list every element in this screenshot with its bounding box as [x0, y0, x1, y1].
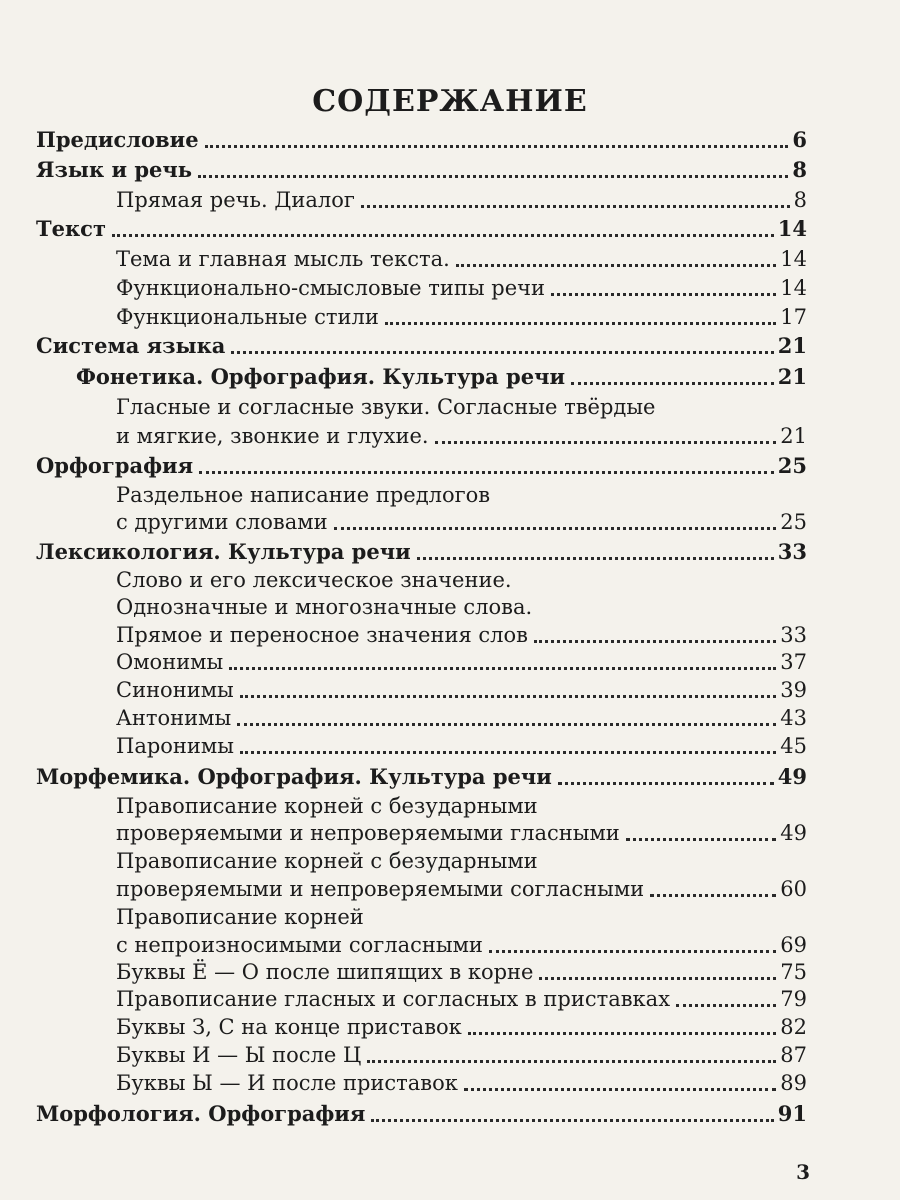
- toc-entry-yo-o: [116, 958, 807, 986]
- toc-entry-prefixes: [116, 985, 807, 1013]
- dot-leader: [489, 950, 776, 953]
- toc-entry-page: 60: [780, 877, 807, 901]
- toc-entry-title: и мягкие, звонкие и глухие.: [116, 424, 429, 448]
- dot-leader: [361, 205, 790, 208]
- toc-entry-title: Предисловие: [36, 127, 199, 152]
- dot-leader: [417, 557, 774, 560]
- toc-entry-title: Буквы И — Ы после Ц: [116, 1043, 362, 1067]
- toc-entry-topic: [116, 245, 807, 273]
- toc-entry-page: 49: [777, 764, 807, 789]
- toc-entry-title: Орфография: [36, 453, 194, 478]
- toc-entry-title: Буквы Ы — И после приставок: [116, 1071, 458, 1095]
- toc-entry-antonyms: [116, 704, 807, 732]
- toc-entry-page: 49: [780, 821, 807, 845]
- dot-leader: [464, 1088, 776, 1091]
- toc-entry-page: 8: [793, 188, 807, 212]
- dot-leader: [676, 1004, 776, 1007]
- toc-entry-page: 43: [780, 706, 807, 730]
- dot-leader: [551, 293, 776, 296]
- toc-entry-title: Буквы З, С на конце приставок: [116, 1015, 462, 1039]
- toc-entry-text: [36, 215, 807, 243]
- toc-entry-synonyms: [116, 676, 807, 704]
- dot-leader: [112, 234, 774, 237]
- toc-entry-y-i-after-prefixes: [116, 1069, 807, 1097]
- dot-leader: [571, 382, 774, 385]
- toc-entry-line: Правописание корней с безударными: [116, 849, 538, 873]
- toc-entry-page: 14: [780, 276, 807, 300]
- toc-entry-preface: [36, 126, 807, 154]
- dot-leader: [367, 1060, 776, 1063]
- toc-entry-title: Правописание гласных и согласных в приставках: [116, 987, 671, 1011]
- dot-leader: [371, 1119, 773, 1122]
- toc-entry-page: 91: [777, 1101, 807, 1126]
- dot-leader: [199, 471, 774, 474]
- toc-entry-page: 33: [780, 623, 807, 647]
- dot-leader: [650, 894, 776, 897]
- toc-entry-morphology: [36, 1100, 807, 1128]
- dot-leader: [334, 527, 777, 530]
- dot-leader: [231, 351, 773, 354]
- toc-entry-title: Синонимы: [116, 678, 234, 702]
- toc-entry-title: проверяемыми и непроверяемыми согласными: [116, 877, 645, 901]
- toc-entry-page: 89: [780, 1071, 807, 1095]
- toc-entry-title: Функциональные стили: [116, 305, 379, 329]
- toc-entry-title: Система языка: [36, 333, 226, 358]
- toc-entry-title: Прямое и переносное значения слов: [116, 623, 528, 647]
- toc-entry-line: Раздельное написание предлогов: [116, 483, 491, 507]
- toc-entry-morphemics: [36, 763, 807, 791]
- toc-entry-paronyms: [116, 732, 807, 760]
- toc-entry-z-s: [116, 1013, 807, 1041]
- toc-entry-page: 69: [780, 933, 807, 957]
- toc-entry-root-vowels: [116, 819, 807, 847]
- toc-entry-page: 21: [780, 424, 807, 448]
- toc-entry-root-consonants: [116, 875, 807, 903]
- toc-entry-page: 17: [780, 305, 807, 329]
- toc-entry-title: Морфология. Орфография: [36, 1101, 366, 1126]
- toc-entry-lexicology: [36, 538, 807, 566]
- dot-leader: [468, 1032, 776, 1035]
- toc-entry-page: 79: [780, 987, 807, 1011]
- toc-entry-title: Лексикология. Культура речи: [36, 539, 411, 564]
- toc-entry-phonetics: [76, 363, 807, 391]
- toc-entry-line: Гласные и согласные звуки. Согласные твёрдые: [116, 395, 656, 419]
- dot-leader: [205, 145, 789, 148]
- toc-entry-prepositions: [116, 508, 807, 536]
- toc-entry-title: Текст: [36, 216, 106, 241]
- toc-entry-page: 87: [780, 1043, 807, 1067]
- dot-leader: [539, 977, 776, 980]
- toc-entry-page: 37: [780, 650, 807, 674]
- toc-entry-page: 14: [777, 216, 807, 241]
- dot-leader: [626, 838, 776, 841]
- toc-entry-title: Язык и речь: [36, 157, 193, 182]
- toc-entry-page: 33: [777, 539, 807, 564]
- toc-entry-speech-types: [116, 274, 807, 302]
- dot-leader: [237, 723, 776, 726]
- toc-entry-title: проверяемыми и непроверяемыми гласными: [116, 821, 620, 845]
- dot-leader: [240, 751, 776, 754]
- page-number: 3: [796, 1160, 810, 1184]
- toc-entry-page: 21: [777, 364, 807, 389]
- toc-entry-orthography: [36, 452, 807, 480]
- toc-entry-title: Фонетика. Орфография. Культура речи: [76, 364, 566, 389]
- toc-entry-title: Антонимы: [116, 706, 232, 730]
- toc-entry-page: 25: [780, 510, 807, 534]
- toc-entry-page: 25: [777, 453, 807, 478]
- toc-entry-page: 75: [780, 960, 807, 984]
- dot-leader: [534, 640, 776, 643]
- toc-entry-title: Морфемика. Орфография. Культура речи: [36, 764, 552, 789]
- toc-entry-title: с другими словами: [116, 510, 328, 534]
- toc-entry-silent-consonants: [116, 931, 807, 959]
- toc-entry-line: Слово и его лексическое значение.: [116, 568, 512, 592]
- toc-entry-language-speech: [36, 156, 807, 184]
- toc-entry-title: Омонимы: [116, 650, 224, 674]
- toc-entry-page: 45: [780, 734, 807, 758]
- toc-entry-word-meaning: [116, 621, 807, 649]
- toc-entry-title: Буквы Ё — О после шипящих в корне: [116, 960, 534, 984]
- dot-leader: [198, 175, 788, 178]
- toc-entry-title: Функционально-смысловые типы речи: [116, 276, 546, 300]
- toc-entry-title: Тема и главная мысль текста.: [116, 247, 450, 271]
- toc-entry-page: 21: [777, 333, 807, 358]
- dot-leader: [229, 667, 776, 670]
- toc-entry-title: с непроизносимыми согласными: [116, 933, 483, 957]
- toc-entry-line: Однозначные и многозначные слова.: [116, 595, 533, 619]
- dot-leader: [385, 322, 776, 325]
- toc-entry-language-system: [36, 332, 807, 360]
- toc-entry-page: 39: [780, 678, 807, 702]
- toc-entry-page: 82: [780, 1015, 807, 1039]
- toc-entry-page: 6: [792, 127, 807, 152]
- toc-entry-sounds: [116, 422, 807, 450]
- toc-entry-page: 8: [792, 157, 807, 182]
- page-title: СОДЕРЖАНИЕ: [312, 84, 588, 119]
- toc-entry-i-y-after-ts: [116, 1041, 807, 1069]
- toc-entry-title: Прямая речь. Диалог: [116, 188, 355, 212]
- toc-entry-line: Правописание корней: [116, 905, 364, 929]
- dot-leader: [456, 264, 777, 267]
- toc-entry-styles: [116, 303, 807, 331]
- dot-leader: [240, 695, 777, 698]
- toc-entry-homonyms: [116, 648, 807, 676]
- toc-entry-direct-speech: [116, 186, 807, 214]
- dot-leader: [558, 782, 774, 785]
- toc-entry-page: 14: [780, 247, 807, 271]
- toc-entry-title: Паронимы: [116, 734, 234, 758]
- dot-leader: [435, 441, 777, 444]
- toc-entry-line: Правописание корней с безударными: [116, 794, 538, 818]
